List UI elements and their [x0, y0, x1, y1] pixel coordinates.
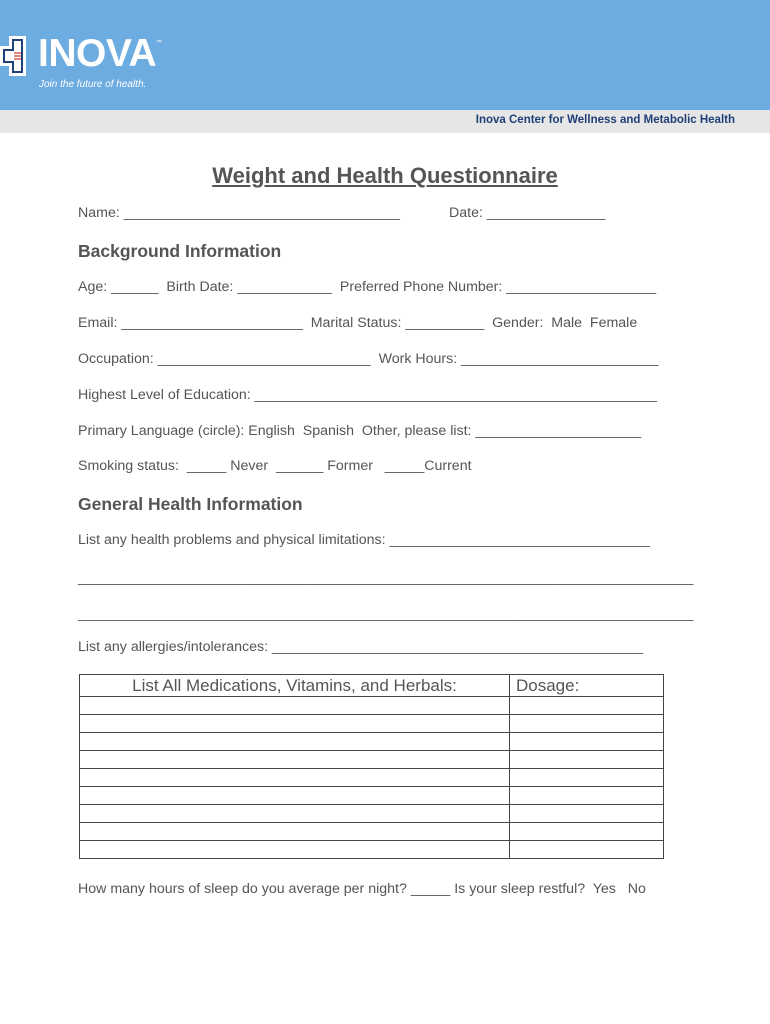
general-health-heading: General Health Information: [78, 494, 303, 514]
dosage-cell[interactable]: [510, 697, 664, 715]
inova-cross-logo-icon: [0, 36, 26, 76]
dosage-cell[interactable]: [510, 787, 664, 805]
medication-cell[interactable]: [80, 769, 510, 787]
table-row: [80, 841, 664, 859]
table-row: [80, 733, 664, 751]
table-row: [80, 751, 664, 769]
page-title: Weight and Health Questionnaire: [212, 163, 558, 188]
dosage-cell[interactable]: [510, 823, 664, 841]
center-name-bar: [0, 110, 770, 133]
table-row: [80, 697, 664, 715]
dosage-cell[interactable]: [510, 733, 664, 751]
dosage-cell[interactable]: [510, 751, 664, 769]
education-field[interactable]: Highest Level of Education: ___________________________________________________: [78, 387, 658, 403]
medication-cell[interactable]: [80, 715, 510, 733]
logo-tagline: Join the future of health.: [39, 79, 147, 90]
name-field[interactable]: Name: ___________________________________: [78, 205, 400, 221]
background-heading: Background Information: [78, 241, 282, 261]
dosage-cell[interactable]: [510, 841, 664, 859]
dosage-cell[interactable]: [510, 805, 664, 823]
dosage-cell[interactable]: [510, 715, 664, 733]
table-row: [80, 823, 664, 841]
allergies-field[interactable]: List any allergies/intolerances: _______________________________________________: [78, 639, 643, 655]
language-field[interactable]: Primary Language (circle): English Spanish Other, please list: _____________________: [78, 423, 642, 439]
smoking-status-field[interactable]: Smoking status: _____ Never ______ Former _____Current: [78, 458, 472, 474]
medication-cell[interactable]: [80, 805, 510, 823]
medications-table: [79, 674, 664, 859]
header-banner: [0, 0, 770, 110]
medication-cell[interactable]: [80, 841, 510, 859]
medication-cell[interactable]: [80, 697, 510, 715]
medication-cell[interactable]: [80, 823, 510, 841]
center-name: Inova Center for Wellness and Metabolic Health: [475, 114, 735, 126]
occupation-workhours-field[interactable]: Occupation: ___________________________ Work Hours: _________________________: [78, 351, 659, 367]
date-field[interactable]: Date: _______________: [449, 205, 606, 221]
table-row: [80, 805, 664, 823]
table-row: [80, 787, 664, 805]
medication-cell[interactable]: [80, 787, 510, 805]
dosage-cell[interactable]: [510, 769, 664, 787]
medications-column-header: List All Medications, Vitamins, and Herbals:: [80, 675, 510, 697]
logo-wordmark: INOVA: [38, 32, 157, 75]
table-row: [80, 715, 664, 733]
medication-cell[interactable]: [80, 751, 510, 769]
sleep-field[interactable]: How many hours of sleep do you average per night? _____ Is your sleep restful? Yes No: [78, 881, 646, 897]
email-marital-gender-field[interactable]: Email: _______________________ Marital Status: __________ Gender: Male Female: [78, 315, 638, 331]
health-problems-blank-line[interactable]: ______________________________________________________________________________: [78, 606, 694, 622]
medication-cell[interactable]: [80, 733, 510, 751]
logo-trademark: ™: [156, 40, 162, 46]
table-header-row: [80, 675, 664, 697]
health-problems-blank-line[interactable]: ______________________________________________________________________________: [78, 570, 694, 586]
dosage-column-header: Dosage:: [510, 675, 664, 697]
health-problems-field[interactable]: List any health problems and physical limitations: _________________________________: [78, 532, 650, 548]
age-birthdate-phone-field[interactable]: Age: ______ Birth Date: ____________ Preferred Phone Number: ___________________: [78, 279, 657, 295]
table-row: [80, 769, 664, 787]
